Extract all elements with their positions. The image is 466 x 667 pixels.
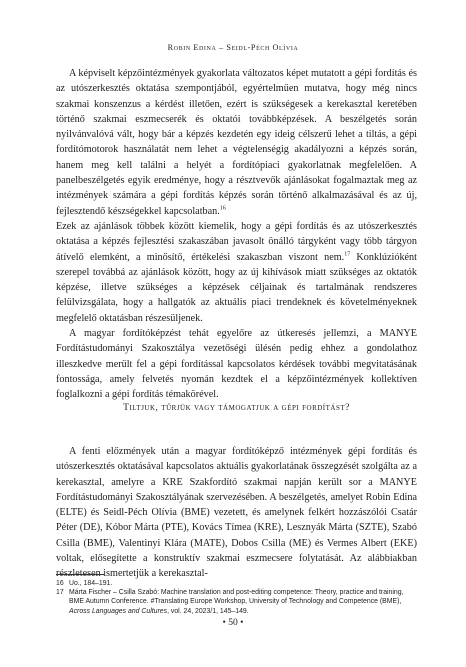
section-heading: Tiltjuk, tűrjük vagy támogatjuk a gépi fordítást? xyxy=(123,402,350,413)
footnotes xyxy=(56,579,417,616)
body-text-lower xyxy=(56,444,417,582)
running-head: Robin Edina – Seidl-Péch Olívia xyxy=(167,43,299,52)
body-text-upper xyxy=(56,66,417,403)
footnote-text: Márta Fischer – Csilla Szabó: Machine translation and post-editing competence: Theory, practice and training, BME Autumn Conference. #Translating Europe Workshop, University of Technology and Competence (BME), Across Languages and Cultures, vol. 24, 2023/1, 145–149. xyxy=(69,589,404,615)
footnote-text: Uo., 184–191. xyxy=(69,580,113,587)
paragraph: A magyar fordítóképzést tehát egyelőre az útkeresés jellemzi, a MANYE Fordítástudományi Szakosztálya vezetőségi ülésén pedig ehhez a gondolathoz illeszkedve merült fel a gépi fordítással kapcsolatos kérdések további megvitatásának fontossága, amely felvetés nyomán kezdtek el a képzőintézmények kollektíven foglalkozni a gépi fordítás témakörével. xyxy=(56,328,417,401)
footnote xyxy=(56,588,417,616)
footnote-number: 16 xyxy=(56,580,64,587)
footnote-separator xyxy=(56,574,104,575)
footnote xyxy=(56,579,417,588)
paragraph: A fenti előzmények után a magyar fordítóképző intézmények gépi fordítás és utószerkesztés oktatásával kapcsolatos aktuális gyakorlatának összegzését szolgálta az a kerekasztal, amelyre a KRE Szakfordító szakmai napján került sor a MANYE Fordítástudományi Szakosztályának szervezésében. A beszélgetés, amelyet Robin Edina (ELTE) és Seidl-Péch Olívia (BME) vezetett, és amelynek felkért hozzászólói Csatár Péter (DE), Kóbor Márta (PTE), Kovács Tímea (KRE), Lesznyák Márta (SZTE), Szabó Csilla (BME), Valentinyi Klára (MATE), Dobos Csilla (ME) és Vermes Albert (EKE) voltak, elősegítette a konstruktív szakmai eszmecsere folytatását. Az alábbiakban részletesen ismertetjük a kerekasztal- xyxy=(56,446,417,580)
paragraph: A képviselt képzőintézmények gyakorlata változatos képet mutatott a gépi fordítás és az utószerkesztés oktatása szempontjából, egyértelműen mutatva, hogy még nincs szakmai konszenzus a kérdést illetően, ezért is szükségesek a kerekasztal keretében történő szakmai eszmecserék és oktatói továbbképzések. A beszélgetés során nyilvánvalóvá vált, hogy bár a képzés kezdetén egy ideig célszerű lehet a tiltás, a gépi fordítómotorok használatát nem lehet a végtelenségig akadályozni a képzés során, hanem meg kell találni a helyét a fordítópiaci gyakorlatnak megfelelően. A panelbeszélgetés egyik eredménye, hogy a résztvevők ajánlásokat fogalmaztak meg az intézmények számára a gépi fordítás képzés során történő alkalmazásával és az új, fejlesztendő készségekkel kapcsolatban.$^{16}$ xyxy=(56,68,417,217)
footnote-ref: 17 xyxy=(344,251,351,258)
footnote-number: 17 xyxy=(56,589,64,597)
page-number: • 50 • xyxy=(222,617,244,628)
paragraph: Ezek az ajánlások többek között kiemelik, hogy a gépi fordítás és az utószerkesztés oktatása a képzés fejlesztési szakaszában javasolt önálló tárgyként vagy több tárgyon átívelő elemként, a minősítő, értékelési szakaszban viszont nem.$^{17}$ Konklúzióként szerepel továbbá az ajánlások között, hogy az új kihívások miatt szükséges az oktatók képzése, illetve szükséges a képzések céljainak és tartalmának rendszeres felülvizsgálata, hogy a hallgatók az aktuális piaci trendeknek és követelményeknek megfelelő oktatásban részesüljenek. xyxy=(56,220,417,324)
footnote-ref: 16 xyxy=(219,205,226,212)
